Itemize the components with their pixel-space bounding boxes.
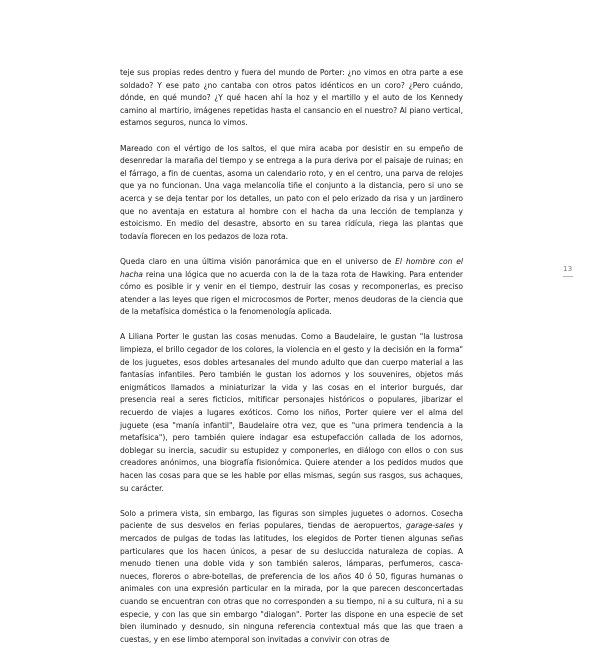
paragraph-text: Solo a primera vista, sin embargo, las figuras son simples juguetes o adornos. Cosecha paciente de sus desvelos en ferias populares, tiendas de aeropuertos, [120, 508, 463, 531]
italic-term: garage-sales [405, 521, 455, 531]
page-number-rule [563, 276, 573, 277]
paragraph-text: Queda claro en una última visión panorámica que en el universo de [120, 256, 396, 266]
artwork-title: El hombre con el hacha [120, 256, 463, 279]
paragraph-5 [120, 508, 463, 647]
paragraph-2 [120, 143, 463, 244]
paragraph-4 [120, 331, 463, 495]
paragraph-1 [120, 67, 463, 130]
text-column [120, 67, 463, 659]
paragraph-text: A Liliana Porter le gustan las cosas menudas. Como a Baudelaire, le gustan "la lustrosa limpieza, el brillo cegador de los colores, la violencia en el gesto y la decisión en la forma" de los juguetes, esos dobles artesanales del mundo adulto que dan cuerpo material a las fantasías infantiles. Pero también le gustan los adornos y los souvenires, objetos más enigmáticos llamados a miniaturizar la vida y las cosas en el interior burgués, dar presencia real a seres ficticios, mitificar personajes históricos o populares, jibarizar el recuerdo de viajes a lugares exóticos. Como los niños, Porter quiere ver el alma del juguete (esa "manía infantil", Baudelaire otra vez, que es "una primera tendencia a la metafísica"), pero también quiere indagar esa estupefacción callada de los adornos, doblegar su inercia, sacudir su estupidez y componerles, en diálogo con ellos o con sus creadores anónimos, una biografía fisionómica. Quiere atender a los pedidos mudos que hacen las cosas para que se les hable por ellas mismas, según sus rasgos, sus achaques, su carácter. [120, 332, 463, 493]
paragraph-3 [120, 256, 463, 319]
paragraph-text: y mercados de pulgas de todas las latitudes, los elegidos de Porter tienen algunas señas particulares que los hacen únicos, a pesar de su desluccida naturaleza de copias. A menudo tienen una doble vida y son también saleros, lámparas, perfumeros, casca-nueces, floreros o abre-botellas, de preferencia de los años 40 ó 50, figuras humanas o animales con una expresión particular en la mirada, por la que parecen desconcertadas cuando se encuentran con otras que no corresponden a su tiempo, ni a su cultura, ni a su especie, y con las que sin embargo "dialogan". Porter las dispone en una especie de set bien iluminado y desnudo, sin ninguna referencia contextual más que las que traen a cuestas, y en ese limbo atemporal son invitadas a convivir con otras de [120, 521, 463, 644]
paragraph-text: teje sus propias redes dentro y fuera del mundo de Porter: ¿no vimos en otra parte a ese soldado? Y ese pato ¿no cantaba con otros patos idénticos en un coro? ¿Pero cuándo, dónde, en qué mundo? ¿Y qué hacen ahí la hoz y el martillo y el auto de los Kennedy camino al martirio, imágenes repetidas hasta el cansancio en el nuestro? Al piano vertical, estamos seguros, nunca lo vimos. [120, 68, 463, 128]
page-number: 13 [563, 265, 573, 273]
paragraph-text: Mareado con el vértigo de los saltos, el que mira acaba por desistir en su empeño de desenredar la maraña del tiempo y se entrega a la pura deriva por el paisaje de ruinas; en el fárrago, a fin de cuentas, asoma un calendario roto, y en el centro, una parva de relojes que ya no funcionan. Una vaga melancolía tiñe el conjunto a la distancia, pero si uno se acerca y se deja tentar por los detalles, un pato con el pelo erizado da risa y un jardinero que no aventaja en estatura al hombre con el hacha da una lección de templanza y estoicismo. En medio del desastre, absorto en su tarea ridícula, riega las plantas que todavía florecen en los pedazos de loza rota. [120, 143, 463, 241]
paragraph-text: reina una lógica que no acuerda con la de la taza rota de Hawking. Para entender cómo es posible ir y venir en el tiempo, destruir las cosas y recomponerlas, es preciso atender a las leyes que rigen el microcosmos de Porter, menos deudoras de la ciencia que de la metafísica doméstica o la fenomenología aplicada. [120, 269, 463, 317]
